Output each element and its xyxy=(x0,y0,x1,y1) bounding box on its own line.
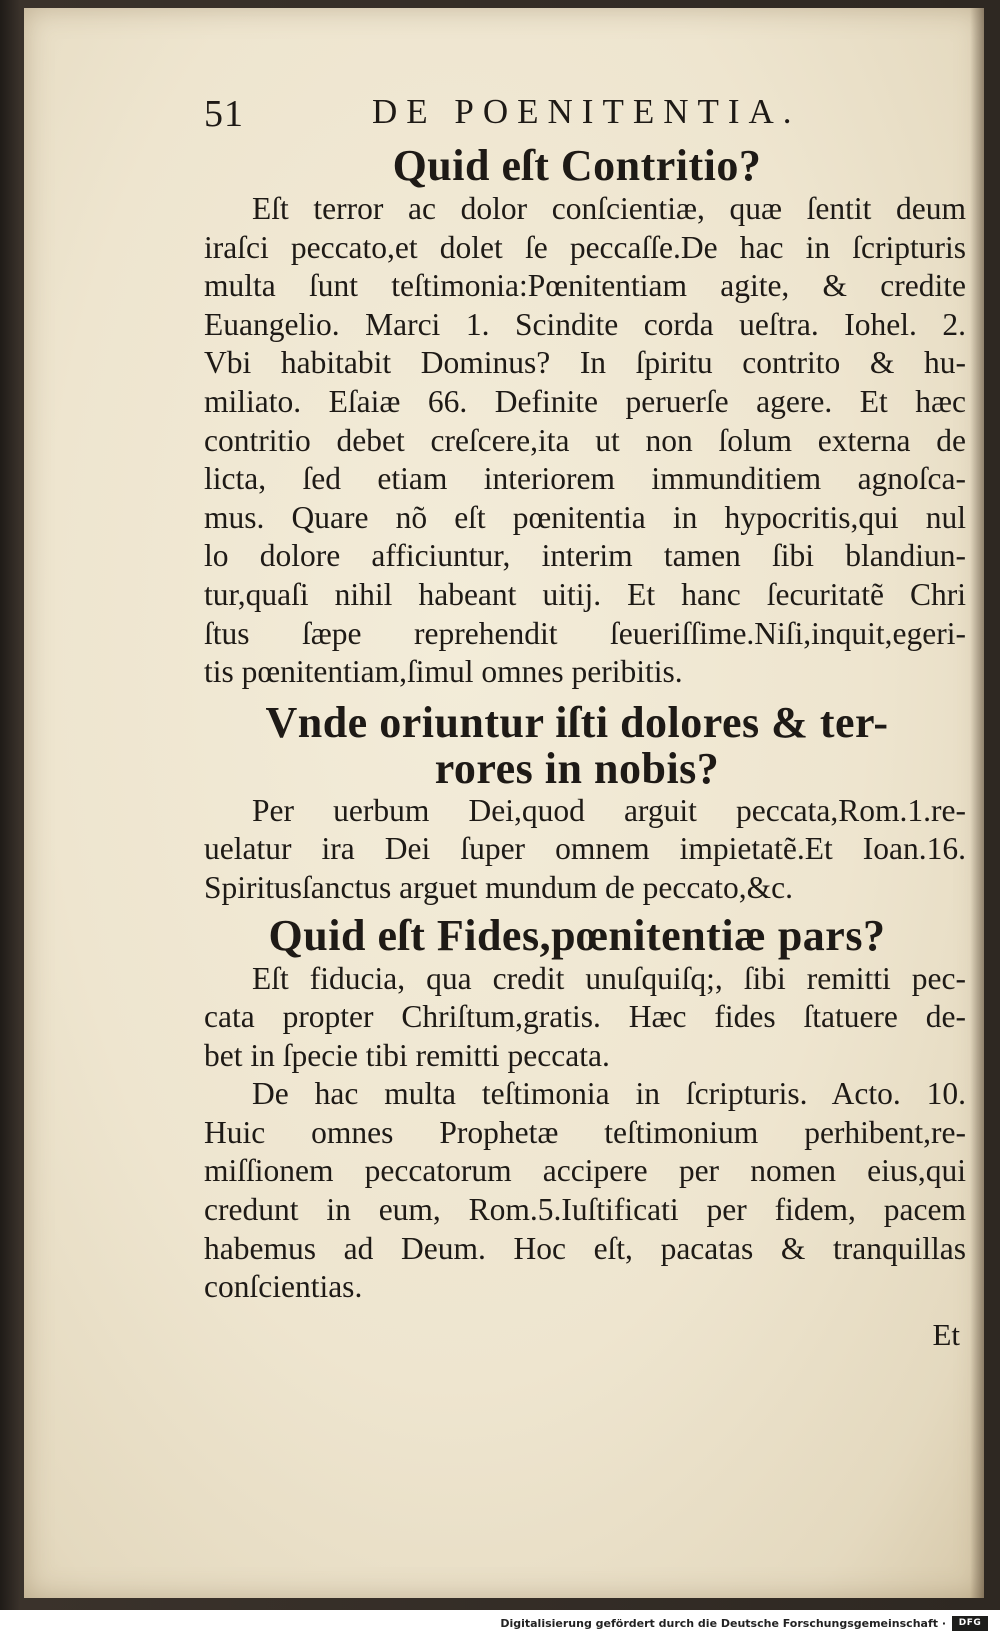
text-line: ſtus ſæpe reprehendit ſeueriſſime.Niſi,inquit,egeri- xyxy=(204,615,966,651)
running-title: DE POENITENTIA. xyxy=(372,92,801,131)
text-line: Euangelio. Marci 1. Scindite corda ueſtra. Iohel. 2. xyxy=(204,306,966,342)
text-line: habemus ad Deum. Hoc eſt, pacatas & tranquillas xyxy=(204,1230,966,1266)
text-line: Spiritusſanctus arguet mundum de peccato,&c. xyxy=(204,869,794,905)
text-line: miliato. Eſaiæ 66. Definite peruerſe agere. Et hæc xyxy=(204,383,966,419)
text-line: conſcientias. xyxy=(204,1269,363,1305)
section-heading xyxy=(182,912,972,960)
dfg-logo: DFG xyxy=(952,1616,988,1631)
text-line: Huic omnes Prophetæ teſtimonium perhibent,re- xyxy=(204,1114,966,1150)
heading-line: rores in nobis? xyxy=(434,743,720,793)
text-line: lo dolore afficiuntur, interim tamen ſibi blandiun- xyxy=(204,538,966,574)
text-line: bet in ſpecie tibi remitti peccata. xyxy=(204,1037,610,1073)
heading-line: Quid eſt Fides,pœnitentiæ pars? xyxy=(268,910,886,960)
section-heading xyxy=(182,142,972,190)
text-line: licta, ſed etiam interiorem immunditiem agnoſca- xyxy=(204,461,966,497)
section-unde-oriuntur xyxy=(182,697,972,908)
catchword: Et xyxy=(932,1316,960,1352)
text-line: uelatur ira Dei ſuper omnem impietatẽ.Et Ioan.16. xyxy=(204,831,966,867)
text-line: multa ſunt teſtimonia:Pœnitentiam agite, & credite xyxy=(204,268,966,304)
page-number: 51 xyxy=(204,93,244,135)
text-block xyxy=(182,78,972,1353)
text-line: iraſci peccato,et dolet ſe peccaſſe.De hac in ſcripturis xyxy=(204,229,966,265)
text-line: Per uerbum Dei,quod arguit peccata,Rom.1.re- xyxy=(252,792,966,828)
text-line: tis pœnitentiam,ſimul omnes peribitis. xyxy=(204,654,683,690)
text-line: mus. Quare nõ eſt pœnitentia in hypocritis,qui nul xyxy=(204,499,966,535)
heading-line: Vnde oriuntur iſti dolores & ter- xyxy=(265,697,889,747)
text-line: miſſionem peccatorum accipere per nomen eius,qui xyxy=(204,1153,966,1189)
page-edge-shadow xyxy=(970,8,984,1598)
digitization-footer xyxy=(0,1610,1000,1640)
text-line: tur,quaſi nihil habeant uitij. Et hanc ſecuritatẽ Chri xyxy=(204,576,966,612)
section-contritio xyxy=(182,142,972,692)
section-heading xyxy=(182,697,972,793)
book-page xyxy=(24,8,984,1598)
paragraph xyxy=(182,960,972,1076)
text-line: cata propter Chriſtum,gratis. Hæc fides ſtatuere de- xyxy=(204,999,966,1035)
text-line: Eſt fiducia, qua credit unuſquiſq;, ſibi remitti pec- xyxy=(252,960,966,996)
section-fides xyxy=(182,912,972,1307)
paragraph xyxy=(182,792,972,908)
funding-credit: Digitalisierung gefördert durch die Deutsche Forschungsgemeinschaft · xyxy=(500,1617,946,1630)
text-line: Vbi habitabit Dominus? In ſpiritu contrito & hu- xyxy=(204,345,966,381)
paragraph xyxy=(182,190,972,692)
running-head xyxy=(182,78,972,138)
text-line: credunt in eum, Rom.5.Iuſtificati per fidem, pacem xyxy=(204,1192,966,1228)
heading-line: Quid eſt Contritio? xyxy=(392,141,762,190)
text-line: contritio debet creſcere,ita ut non ſolum externa de xyxy=(204,422,966,458)
text-line: De hac multa teſtimonia in ſcripturis. Acto. 10. xyxy=(252,1076,966,1112)
paragraph xyxy=(182,1075,972,1307)
text-line: Eſt terror ac dolor conſcientiæ, quæ ſentit deum xyxy=(252,191,966,226)
